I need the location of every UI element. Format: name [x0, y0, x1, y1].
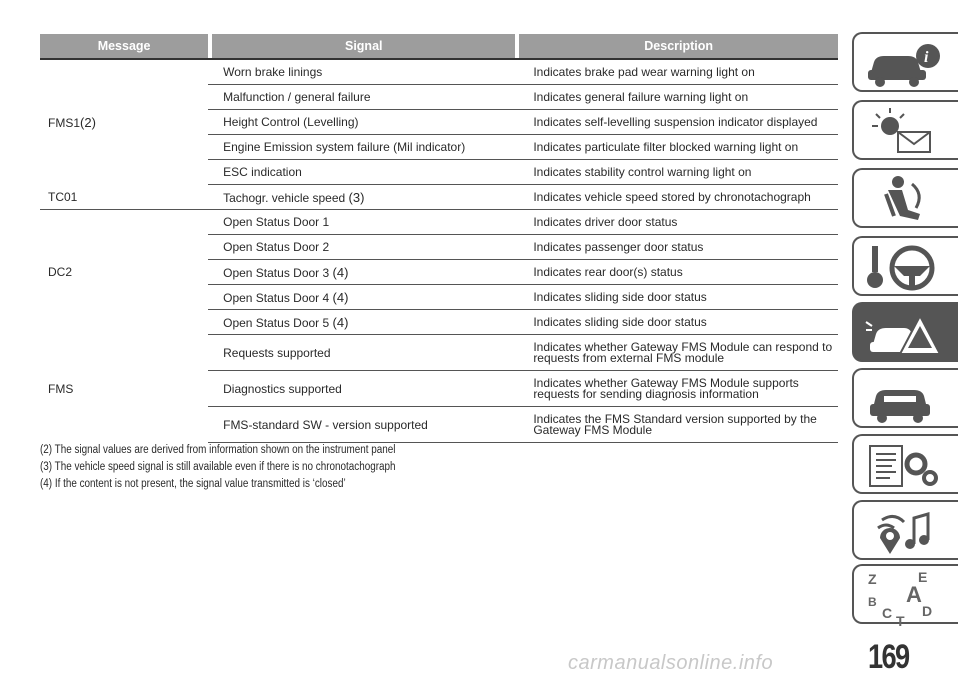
description-cell: Indicates general failure warning light on	[519, 85, 838, 110]
signal-cell	[212, 135, 515, 160]
key-steering-wheel-icon	[864, 242, 944, 294]
message-name: TC01	[48, 189, 78, 204]
signal-cell	[212, 160, 515, 185]
header-description: Description	[519, 34, 838, 59]
signal-name: Engine Emission system failure (Mil indicator)	[223, 140, 466, 154]
svg-text:B: B	[868, 595, 877, 609]
message-cell	[40, 59, 208, 185]
footnote: (2) The signal values are derived from information shown on the instrument panel	[40, 444, 396, 456]
signal-name: Malfunction / general failure	[223, 90, 371, 104]
description-cell: Indicates sliding side door status	[519, 310, 838, 335]
page-number: 169	[868, 638, 909, 676]
footnote-ref: (4)	[332, 264, 349, 280]
signal-name: Open Status Door 2	[223, 240, 330, 254]
warning-light-message-icon	[864, 106, 944, 158]
table-row	[40, 59, 838, 85]
table-row	[40, 335, 838, 371]
footnote-ref: (2)	[80, 114, 96, 130]
footnote-ref: (4)	[332, 289, 349, 305]
signal-name: Open Status Door 3	[223, 265, 330, 280]
message-cell	[40, 210, 208, 335]
message-name: DC2	[48, 265, 73, 280]
signal-name: FMS-standard SW - version supported	[223, 417, 428, 432]
signal-name: Open Status Door 4	[223, 290, 330, 305]
description-cell: Indicates sliding side door status	[519, 285, 838, 310]
svg-text:E: E	[918, 570, 928, 585]
signal-cell	[212, 260, 515, 285]
description-cell: Indicates rear door(s) status	[519, 260, 838, 285]
signal-name: Height Control (Levelling)	[223, 115, 359, 129]
signal-cell	[212, 310, 515, 335]
signal-cell	[212, 235, 515, 260]
tab-car-info[interactable]	[852, 32, 958, 92]
svg-text:C: C	[882, 605, 893, 621]
signal-cell	[212, 185, 515, 210]
tab-starting-driving[interactable]	[852, 236, 958, 296]
description-cell: Indicates the FMS Standard version supported by the Gateway FMS Module	[519, 407, 838, 443]
tab-multimedia[interactable]	[852, 500, 958, 560]
signal-cell	[212, 335, 515, 371]
description-cell: Indicates stability control warning light on	[519, 160, 838, 185]
tab-safety[interactable]	[852, 168, 958, 228]
signal-cell	[212, 59, 515, 85]
svg-text:D: D	[922, 603, 933, 619]
description-cell: Indicates particulate filter blocked warning light on	[519, 135, 838, 160]
table-row	[40, 210, 838, 235]
message-name: FMS	[48, 381, 74, 396]
description-cell: Indicates driver door status	[519, 210, 838, 235]
description-cell: Indicates vehicle speed stored by chronotachograph	[519, 185, 838, 210]
car-info-icon	[864, 38, 944, 90]
signal-cell	[212, 285, 515, 310]
signal-cell	[212, 110, 515, 135]
svg-text:T: T	[896, 613, 905, 626]
signal-cell	[212, 371, 515, 407]
footnote: (3) The vehicle speed signal is still available even if there is no chronotachograph	[40, 461, 396, 473]
message-cell	[40, 335, 208, 443]
signal-name: Worn brake linings	[223, 65, 323, 79]
header-signal: Signal	[212, 34, 515, 59]
signals-table	[40, 34, 838, 443]
specs-gear-icon	[864, 440, 944, 492]
signal-name: Open Status Door 1	[223, 215, 330, 229]
signal-cell	[212, 407, 515, 443]
message-cell	[40, 185, 208, 210]
tab-technical-specs[interactable]	[852, 434, 958, 494]
seat-airbag-icon	[864, 174, 944, 226]
description-cell: Indicates brake pad wear warning light on	[519, 59, 838, 85]
signal-name: Open Status Door 5	[223, 315, 330, 330]
signal-cell	[212, 85, 515, 110]
tab-index[interactable]	[852, 564, 958, 624]
footnote-ref: (3)	[348, 189, 365, 205]
alphabetical-index-icon	[864, 570, 944, 626]
description-cell: Indicates whether Gateway FMS Module supports requests for sending diagnosis information	[519, 371, 838, 407]
tab-maintenance[interactable]	[852, 368, 958, 428]
header-message: Message	[40, 34, 208, 59]
message-name: FMS1	[48, 115, 81, 130]
description-cell: Indicates passenger door status	[519, 235, 838, 260]
watermark: carmanualsonline.info	[568, 652, 774, 674]
description-cell: Indicates self-levelling suspension indicator displayed	[519, 110, 838, 135]
signal-name: Diagnostics supported	[223, 381, 342, 396]
tab-warning-lights[interactable]	[852, 100, 958, 160]
footnote: (4) If the content is not present, the signal value transmitted is ‘closed’	[40, 478, 346, 490]
svg-text:i: i	[924, 49, 929, 66]
car-maintenance-icon	[864, 374, 944, 426]
signal-name: Requests supported	[223, 345, 331, 360]
description-cell: Indicates whether Gateway FMS Module can respond to requests from external FMS module	[519, 335, 838, 371]
signal-name: ESC indication	[223, 165, 302, 179]
table-row	[40, 185, 838, 210]
car-emergency-triangle-icon	[864, 308, 944, 360]
table-header	[40, 34, 838, 59]
tab-emergency[interactable]	[852, 302, 958, 362]
signal-cell	[212, 210, 515, 235]
multimedia-icon	[864, 506, 944, 558]
svg-text:Z: Z	[868, 571, 877, 587]
footnote-ref: (4)	[332, 314, 349, 330]
signal-name: Tachogr. vehicle speed	[223, 190, 346, 205]
svg-text:A: A	[906, 582, 922, 607]
footnotes	[40, 442, 396, 493]
